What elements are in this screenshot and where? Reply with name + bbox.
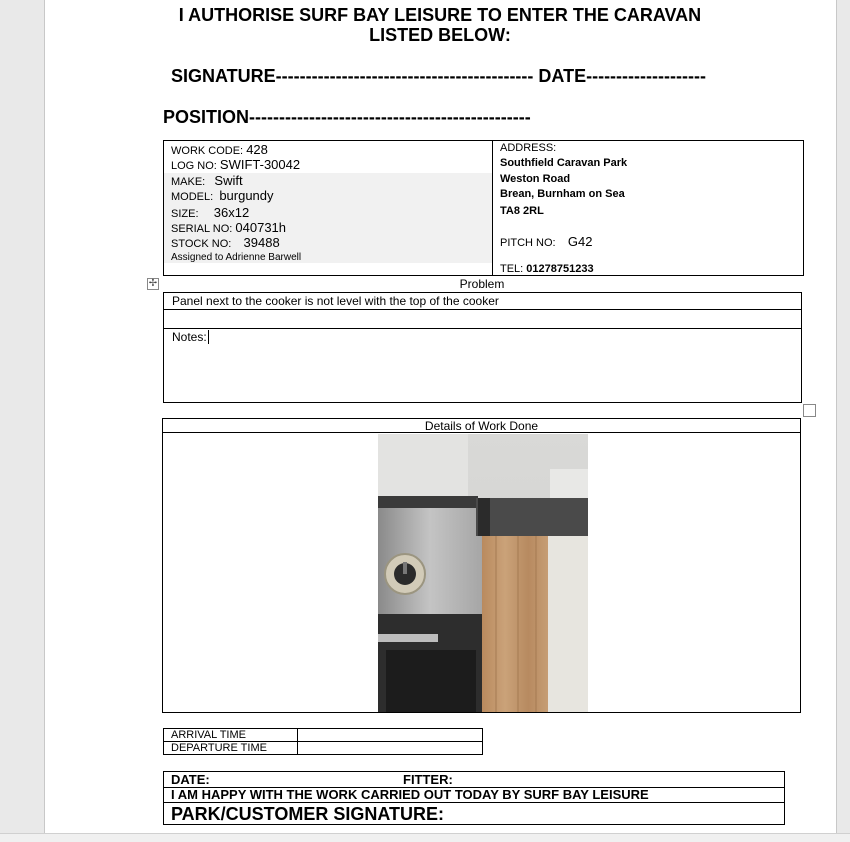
problem-text[interactable]: Panel next to the cooker is not level with the top of the cooker (163, 292, 802, 310)
departure-value[interactable] (298, 742, 483, 755)
tel-label: TEL: (500, 263, 524, 275)
worktop-edge (476, 498, 588, 536)
text-cursor (208, 330, 209, 344)
size-label: SIZE: (171, 208, 199, 220)
hob-top (378, 496, 478, 508)
arrival-value[interactable] (298, 729, 483, 742)
work-code-row (171, 142, 268, 157)
fitter-label: FITTER: (403, 772, 453, 787)
work-photo[interactable] (378, 434, 588, 712)
oven-handle (378, 634, 438, 642)
make-row (171, 173, 243, 188)
caravan-info-table (163, 140, 804, 276)
pitch-value: G42 (567, 234, 593, 249)
address-label: ADDRESS: (500, 142, 557, 154)
serial-label: SERIAL NO: (171, 223, 233, 235)
oven-window (386, 650, 476, 712)
log-no-label: LOG NO: (171, 160, 217, 172)
make-label: MAKE: (171, 176, 206, 188)
tel-value: 01278751233 (526, 263, 594, 275)
pitch-label: PITCH NO: (500, 237, 556, 249)
tel-row (500, 263, 594, 275)
customer-signature-label: PARK/CUSTOMER SIGNATURE: (171, 804, 445, 824)
make-value: Swift (214, 173, 243, 188)
worktop-cap (478, 498, 490, 536)
pitch-row (500, 234, 592, 249)
authorise-line-1: I AUTHORISE SURF BAY LEISURE TO ENTER THE CARAVAN (178, 5, 702, 25)
notes-field[interactable] (163, 328, 802, 403)
caravan-details-cell (164, 141, 493, 275)
time-table (163, 728, 483, 755)
position-line: POSITION----------------------------------------------- (163, 107, 531, 127)
log-no-row (171, 157, 300, 172)
window-glare (378, 434, 468, 504)
date-label: DATE: (171, 772, 210, 787)
problem-blank-row[interactable] (163, 309, 802, 329)
stock-label: STOCK NO: (171, 238, 232, 250)
cupboard-door (548, 536, 588, 712)
arrival-row (164, 729, 483, 742)
stock-value: 39488 (243, 235, 280, 250)
work-code-label: WORK CODE: (171, 145, 244, 157)
address-line-3: Brean, Burnham on Sea (500, 188, 625, 200)
wood-panel (482, 536, 548, 712)
date-fitter-row (164, 772, 784, 788)
happy-statement: I AM HAPPY WITH THE WORK CARRIED OUT TODAY BY SURF BAY LEISURE (164, 788, 784, 803)
authorise-line-2: LISTED BELOW: (369, 25, 511, 45)
departure-row (164, 742, 483, 755)
notes-label: Notes: (172, 330, 207, 344)
address-line-1: Southfield Caravan Park (500, 157, 628, 169)
problem-header: Problem (459, 277, 505, 291)
serial-row (171, 220, 286, 235)
address-line-4: TA8 2RL (500, 205, 544, 217)
table-resize-handle-icon[interactable] (803, 404, 816, 417)
signature-date-line: SIGNATURE------------------------------------------- DATE-------------------- (171, 66, 706, 86)
work-done-header: Details of Work Done (162, 418, 801, 433)
work-code-value: 428 (246, 142, 268, 157)
departure-label: DEPARTURE TIME (164, 742, 298, 755)
log-no-value: SWIFT-30042 (219, 157, 301, 172)
size-value: 36x12 (213, 205, 250, 220)
size-row (171, 205, 249, 220)
arrival-label: ARRIVAL TIME (164, 729, 298, 742)
serial-value: 040731h (235, 220, 287, 235)
model-row (171, 188, 274, 203)
model-value: burgundy (219, 188, 274, 203)
assigned-to: Assigned to Adrienne Barwell (171, 252, 302, 263)
authorise-heading (150, 5, 730, 45)
signoff-table (163, 771, 785, 825)
stock-row (171, 235, 280, 250)
address-line-2: Weston Road (500, 173, 571, 185)
table-move-handle-icon[interactable]: ✢ (148, 278, 158, 289)
model-label: MODEL: (171, 191, 214, 203)
knob-marker (403, 562, 407, 574)
